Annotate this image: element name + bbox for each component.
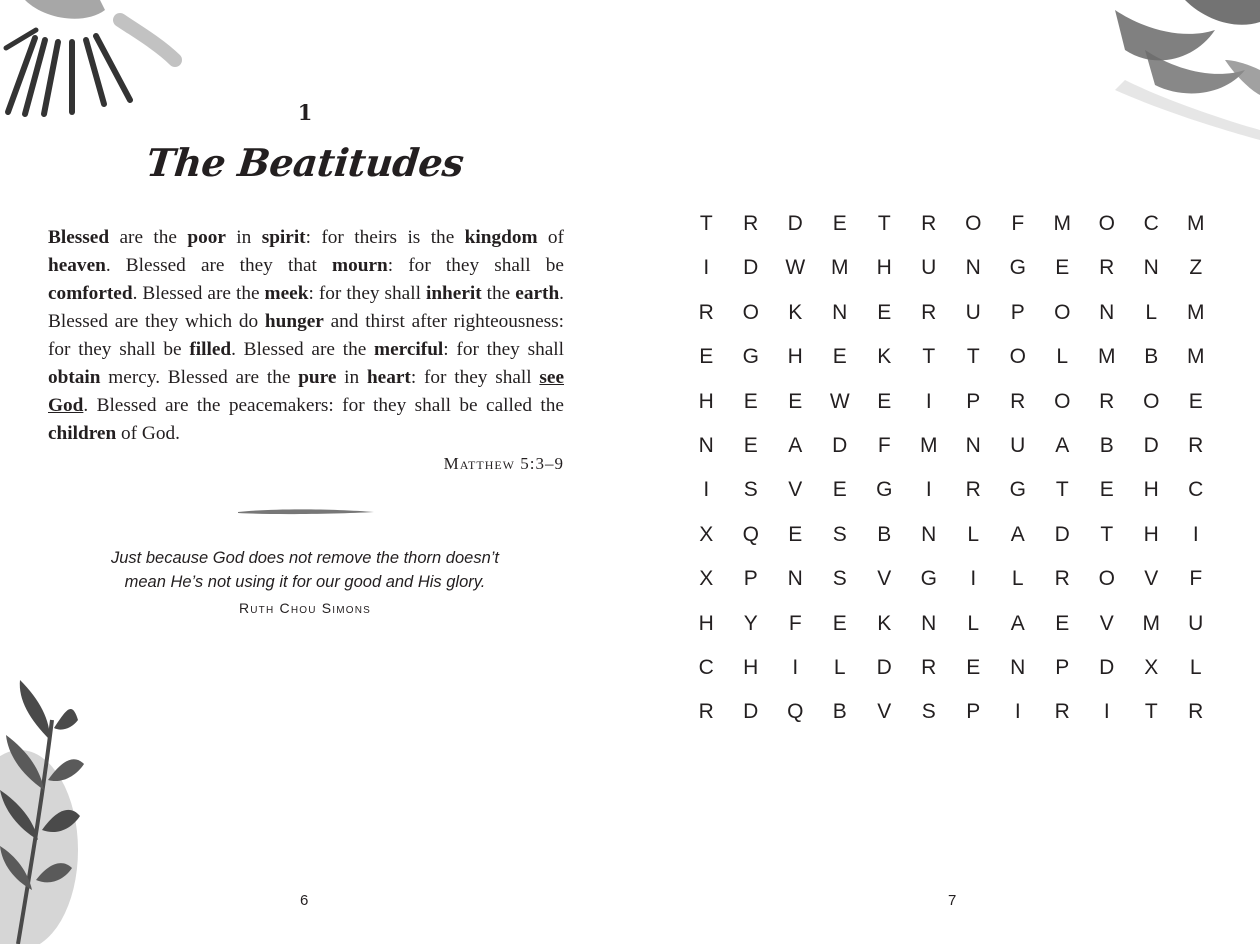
grid-letter: H: [743, 655, 759, 679]
grid-letter: U: [1010, 433, 1026, 457]
grid-letter: F: [877, 433, 891, 457]
bold-word: spirit: [261, 227, 306, 248]
grid-letter: R: [698, 300, 714, 324]
scripture-text: of God.: [116, 423, 180, 444]
scripture-text: . Blessed are the: [231, 339, 375, 360]
grid-letter: R: [743, 212, 759, 235]
grid-letter: R: [1188, 433, 1204, 457]
grid-letter: M: [1187, 300, 1205, 324]
bold-word: heart: [366, 367, 411, 388]
grid-letter: I: [792, 655, 799, 679]
grid-letter: P: [966, 700, 981, 724]
grid-letter: P: [1010, 300, 1025, 324]
quote: [0, 546, 610, 594]
grid-letter: R: [1054, 567, 1070, 591]
grid-letter: V: [788, 478, 803, 502]
grid-letter: G: [742, 345, 759, 369]
grid-letter: M: [1187, 212, 1205, 235]
scripture-passage: [48, 224, 564, 448]
grid-letter: N: [965, 256, 981, 280]
scripture-text: . Blessed are the peacemakers: for they shall be called the: [83, 395, 564, 416]
grid-letter: L: [833, 655, 846, 679]
grid-letter: F: [1011, 212, 1025, 235]
grid-letter: E: [1188, 389, 1203, 413]
grid-letter: R: [1099, 389, 1115, 413]
grid-letter: L: [1056, 345, 1069, 369]
grid-letter: F: [788, 611, 802, 635]
grid-letter: E: [966, 655, 981, 679]
bold-word: Blessed: [48, 227, 110, 248]
grid-letter: E: [743, 433, 758, 457]
grid-letter: K: [788, 300, 803, 324]
grid-letter: N: [921, 522, 937, 546]
grid-letter: Q: [742, 522, 759, 546]
grid-letter: E: [699, 345, 714, 369]
grid-letter: Q: [787, 700, 804, 724]
grid-letter: E: [877, 389, 892, 413]
grid-letter: S: [832, 522, 847, 546]
grid-letter: G: [1009, 256, 1026, 280]
grid-letter: D: [832, 433, 848, 457]
scripture-text: : for they shall: [410, 367, 540, 388]
grid-letter: O: [1054, 300, 1071, 324]
bold-word: kingdom: [464, 227, 538, 248]
grid-letter: M: [831, 256, 849, 280]
grid-letter: L: [967, 522, 980, 546]
grid-letter: L: [967, 611, 980, 635]
grid-letter: O: [742, 300, 759, 324]
word-search-grid: [684, 202, 1218, 735]
grid-letter: R: [1010, 389, 1026, 413]
grid-letter: V: [877, 700, 892, 724]
grid-letter: O: [1009, 345, 1026, 369]
grid-letter: E: [832, 212, 847, 235]
grid-letter: I: [925, 478, 932, 502]
grid-letter: L: [1011, 567, 1024, 591]
grid-letter: T: [966, 345, 980, 369]
grid-letter: D: [1054, 522, 1070, 546]
grid-letter: R: [1099, 256, 1115, 280]
grid-letter: I: [703, 256, 710, 280]
grid-letter: N: [1099, 300, 1115, 324]
grid-letter: E: [877, 300, 892, 324]
bold-word: earth: [515, 283, 560, 304]
bold-word: inherit: [425, 283, 482, 304]
grid-letter: D: [876, 655, 892, 679]
quote-author: Ruth Chou Simons: [238, 600, 372, 616]
quote-line: Just because God does not remove the thorn doesn’t: [111, 549, 499, 567]
grid-letter: O: [1098, 567, 1115, 591]
grid-letter: W: [829, 389, 850, 413]
grid-letter: O: [1054, 389, 1071, 413]
grid-letter: D: [1099, 655, 1115, 679]
grid-letter: N: [787, 567, 803, 591]
grid-letter: R: [921, 655, 937, 679]
grid-letter: I: [1014, 700, 1021, 724]
grid-letter: P: [966, 389, 981, 413]
grid-letter: S: [921, 700, 936, 724]
grid-letter: E: [788, 522, 803, 546]
grid-letter: R: [1188, 700, 1204, 724]
grid-letter: I: [970, 567, 977, 591]
scripture-text: in: [225, 227, 262, 248]
grid-letter: U: [921, 256, 937, 280]
grid-letter: H: [1143, 478, 1159, 502]
grid-letter: I: [703, 478, 710, 502]
bold-word: filled: [189, 339, 232, 360]
bold-word: meek: [264, 283, 309, 304]
grid-letter: M: [1142, 611, 1160, 635]
grid-letter: D: [787, 212, 803, 235]
grid-letter: R: [698, 700, 714, 724]
grid-letter: T: [699, 212, 713, 235]
grid-letter: G: [920, 567, 937, 591]
grid-letter: D: [1143, 433, 1159, 457]
grid-letter: N: [832, 300, 848, 324]
grid-letter: E: [832, 611, 847, 635]
right-page: [630, 0, 1260, 944]
page-number: 7: [948, 892, 957, 909]
scripture-text: . Blessed are they which do: [48, 283, 564, 332]
grid-letter: V: [1144, 567, 1159, 591]
bold-word: merciful: [374, 339, 444, 360]
grid-letter: M: [920, 433, 938, 457]
grid-letter: C: [1188, 478, 1204, 502]
grid-letter: N: [1010, 655, 1026, 679]
bold-word: mourn: [332, 255, 388, 276]
scripture-text: mercy. Blessed are the: [100, 367, 299, 388]
scripture-text: : for theirs is the: [305, 227, 465, 248]
grid-letter: R: [1054, 700, 1070, 724]
grid-letter: A: [1010, 611, 1025, 635]
grid-letter: B: [832, 700, 847, 724]
grid-letter: A: [1010, 522, 1025, 546]
grid-letter: T: [877, 212, 891, 235]
bold-word: hunger: [264, 311, 324, 332]
grid-letter: E: [788, 389, 803, 413]
grid-letter: E: [832, 345, 847, 369]
grid-letter: N: [921, 611, 937, 635]
bold-word: children: [48, 423, 117, 444]
scripture-text: . Blessed are they that: [105, 255, 333, 276]
chapter-title: The Beatitudes: [144, 140, 466, 185]
grid-letter: G: [1009, 478, 1026, 502]
grid-letter: F: [1189, 567, 1203, 591]
scripture-reference: Matthew 5:3–9: [443, 454, 564, 473]
grid-letter: R: [921, 212, 937, 235]
grid-letter: E: [832, 478, 847, 502]
bold-word: see God: [48, 367, 565, 416]
grid-letter: S: [743, 478, 758, 502]
grid-letter: D: [743, 700, 759, 724]
grid-letter: B: [877, 522, 892, 546]
brush-divider: [236, 506, 376, 518]
grid-letter: E: [1099, 478, 1114, 502]
grid-letter: K: [877, 611, 892, 635]
grid-letter: V: [877, 567, 892, 591]
grid-letter: E: [1055, 611, 1070, 635]
grid-letter: T: [922, 345, 936, 369]
bold-word: poor: [187, 227, 226, 248]
grid-letter: U: [965, 300, 981, 324]
grid-letter: S: [832, 567, 847, 591]
grid-letter: H: [698, 389, 714, 413]
quote-line: mean He’s not using it for our good and His glory.: [124, 573, 486, 591]
grid-letter: N: [1143, 256, 1159, 280]
grid-letter: T: [1144, 700, 1158, 724]
grid-letter: T: [1100, 522, 1114, 546]
grid-letter: Z: [1189, 256, 1203, 280]
grid-letter: G: [876, 478, 893, 502]
grid-letter: C: [698, 655, 714, 679]
bold-word: pure: [298, 367, 337, 388]
scripture-text: the: [481, 283, 516, 304]
grid-letter: H: [698, 611, 714, 635]
scripture-text: . Blessed are the: [132, 283, 265, 304]
scripture-text: in: [336, 367, 367, 388]
grid-letter: W: [785, 256, 806, 280]
grid-letter: E: [743, 389, 758, 413]
scripture-text: and thirst after righteousness: for they shall be: [48, 311, 564, 360]
plant-branch-icon: [0, 680, 110, 944]
grid-letter: O: [1098, 212, 1115, 235]
grid-letter: D: [743, 256, 759, 280]
grid-letter: I: [1103, 700, 1110, 724]
grid-letter: C: [1143, 212, 1159, 235]
grid-letter: H: [1143, 522, 1159, 546]
chapter-number: 1: [297, 100, 313, 125]
scripture-text: of: [537, 227, 564, 248]
scripture-text: are the: [109, 227, 188, 248]
grid-letter: P: [743, 567, 758, 591]
grid-letter: E: [1055, 256, 1070, 280]
grid-letter: V: [1099, 611, 1114, 635]
scripture-text: : for they shall be: [387, 255, 564, 276]
grid-letter: A: [1055, 433, 1070, 457]
grid-letter: N: [965, 433, 981, 457]
grid-letter: I: [925, 389, 932, 413]
grid-letter: B: [1144, 345, 1159, 369]
grid-letter: U: [1188, 611, 1204, 635]
grid-letter: K: [877, 345, 892, 369]
grid-letter: L: [1145, 300, 1158, 324]
grid-letter: N: [698, 433, 714, 457]
grid-letter: M: [1187, 345, 1205, 369]
grid-letter: I: [1192, 522, 1199, 546]
grid-letter: X: [699, 567, 714, 591]
bold-word: obtain: [48, 367, 101, 388]
grid-letter: O: [1143, 389, 1160, 413]
grid-letter: T: [1055, 478, 1069, 502]
bold-word: heaven: [48, 255, 106, 276]
grid-letter: R: [965, 478, 981, 502]
leaf-brush-icon: [1085, 0, 1260, 140]
grid-letter: O: [965, 212, 982, 235]
grid-letter: X: [699, 522, 714, 546]
scripture-text: : for they shall: [443, 339, 564, 360]
grid-letter: X: [1144, 655, 1159, 679]
grid-letter: R: [921, 300, 937, 324]
grid-letter: L: [1189, 655, 1202, 679]
grid-letter: P: [1055, 655, 1070, 679]
grid-letter: H: [876, 256, 892, 280]
grid-letter: H: [787, 345, 803, 369]
scripture-text: : for they shall: [308, 283, 426, 304]
grid-letter: B: [1099, 433, 1114, 457]
grid-letter: Y: [743, 611, 758, 635]
grid-letter: M: [1053, 212, 1071, 235]
grid-letter: M: [1098, 345, 1116, 369]
bold-word: comforted: [48, 283, 133, 304]
page-number: 6: [300, 892, 309, 909]
grid-letter: A: [788, 433, 803, 457]
